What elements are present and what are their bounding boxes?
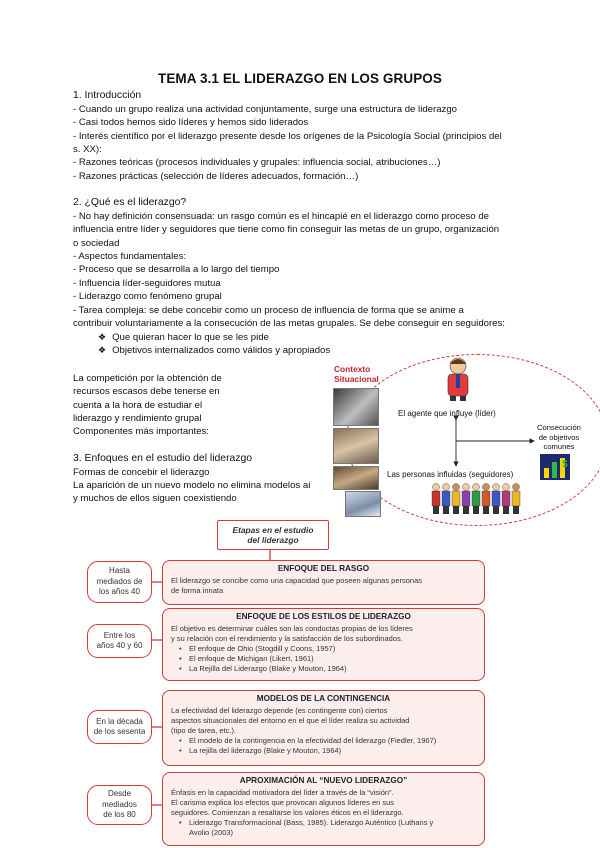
sec2-line: - Aspectos fundamentales: [73,251,187,262]
stages-title: Etapas en el estudio del liderazgo [217,520,329,550]
page-title: TEMA 3.1 EL LIDERAZGO EN LOS GRUPOS [157,71,443,86]
competition-line: recursos escasos debe tenerse en [73,386,220,397]
sec1-line: - Cuando un grupo realiza una actividad conjuntamente, surge una estructura de liderazgo [73,104,457,115]
competition-line: La competición por la obtención de [73,373,222,384]
sec2-line: - No hay definición consensuada: un rasgo común es el hincapié en el liderazgo como proceso de [73,211,489,222]
consecucion-label: Consecución de objetivos comunes [537,423,581,451]
competition-line: cuenta a la hora de estudiar el [73,400,203,411]
sec2-line: - Proceso que se desarrolla a lo largo del tiempo [73,264,280,275]
sec1-line: - Interés científico por el liderazgo presente desde los orígenes de la Psicología Social (principios del [73,131,502,142]
stage-period: En la década de los sesenta [87,710,152,744]
sec1-line: s. XX): [73,144,102,155]
section-1-heading: 1. Introducción [73,90,142,101]
stage-box-estilos: ENFOQUE DE LOS ESTILOS DE LIDERAZGO El objetivo es determinar cuáles son las conductas propias de los líderes y su relación con el rendimiento y la satisfacción de los subordinados. • El enfoque de Ohio (Stogdill y Coons, 1957) • El enfoque de Michigan (Likert, 1961) • La Rejilla del Liderazgo (Blake y Mouton, 1964) [162,608,485,681]
competition-line: liderazgo y rendimiento grupal [73,413,202,424]
agente-label: El agente que influye (líder) [398,409,496,418]
stage-box-nuevo-liderazgo: APROXIMACIÓN AL “NUEVO LIDERAZGO” Énfasis en la capacidad motivadora del líder a través de la “visión”. El carisma explica los efectos que provocan algunos líderes en sus seguidores. Comienzan a resaltarse los valores éticos en el liderazgo. • Liderazgo Transformacional (Bass, 1985). Liderazgo Auténtico (Luthans y Avolio (2003) [162,772,485,846]
sec2-line: o sociedad [73,238,120,249]
stage-box-rasgo: ENFOQUE DEL RASGO El liderazgo se concibe como una capacidad que poseen algunas personas de forma innata [162,560,485,605]
stage-box-contingencia: MODELOS DE LA CONTINGENCIA La efectividad del liderazgo depende (es contingente con) ciertos aspectos situacionales del entorno en el que el líder realiza su actividad (tipo de tarea, etc.). • El modelo de la contingencia en la efectividad del liderazgo (Fiedler, 1967) • La rejilla del liderazgo (Blake y Mouton, 1964) [162,690,485,766]
sec2-line: - Tarea compleja: se debe concebir como un proceso de influencia de forma que se anime a [73,305,464,316]
stage-period: Entre los años 40 y 60 [87,624,152,658]
sec2-line: - Liderazgo como fenómeno grupal [73,291,222,302]
competition-line: Componentes más importantes: [73,426,209,437]
sec2-line: - Influencia líder-seguidores mutua [73,278,221,289]
sec2-line: contribuir voluntariamente a la consecución de las metas grupales. Se debe conseguir en seguidores: [73,318,505,329]
personas-label: Las personas influidas (seguidores) [387,470,514,479]
stage-period: Hasta mediados de los años 40 [87,561,152,603]
sec1-line: - Casi todos hemos sido líderes y hemos sido liderados [73,117,309,128]
section-2-heading: 2. ¿Qué es el liderazgo? [73,197,187,208]
sec2-line: influencia entre líder y seguidores que tiene como fin conseguir las metas de un grupo, organización [73,224,500,235]
contexto-label: Contexto Situacional [334,364,379,384]
sec3-line: Formas de concebir el liderazgo [73,467,210,478]
svg-text:$: $ [562,459,568,470]
sec2-bullet: ❖ Que quieran hacer lo que se les pide [98,332,269,343]
sec3-line: y muchos de ellos siguen coexistiendo [73,493,237,504]
sec2-bullet: ❖ Objetivos internalizados como válidos y apropiados [98,345,330,356]
sec3-line: La aparición de un nuevo modelo no elimina modelos ai [73,480,311,491]
section-3-heading: 3. Enfoques en el estudio del liderazgo [73,453,253,464]
sec1-line: - Razones teóricas (procesos individuales y grupales: influencia social, atribuciones…) [73,157,441,168]
sec1-line: - Razones prácticas (selección de líderes adecuados, formación…) [73,171,359,182]
stage-period: Desde mediados de los 80 [87,785,152,825]
